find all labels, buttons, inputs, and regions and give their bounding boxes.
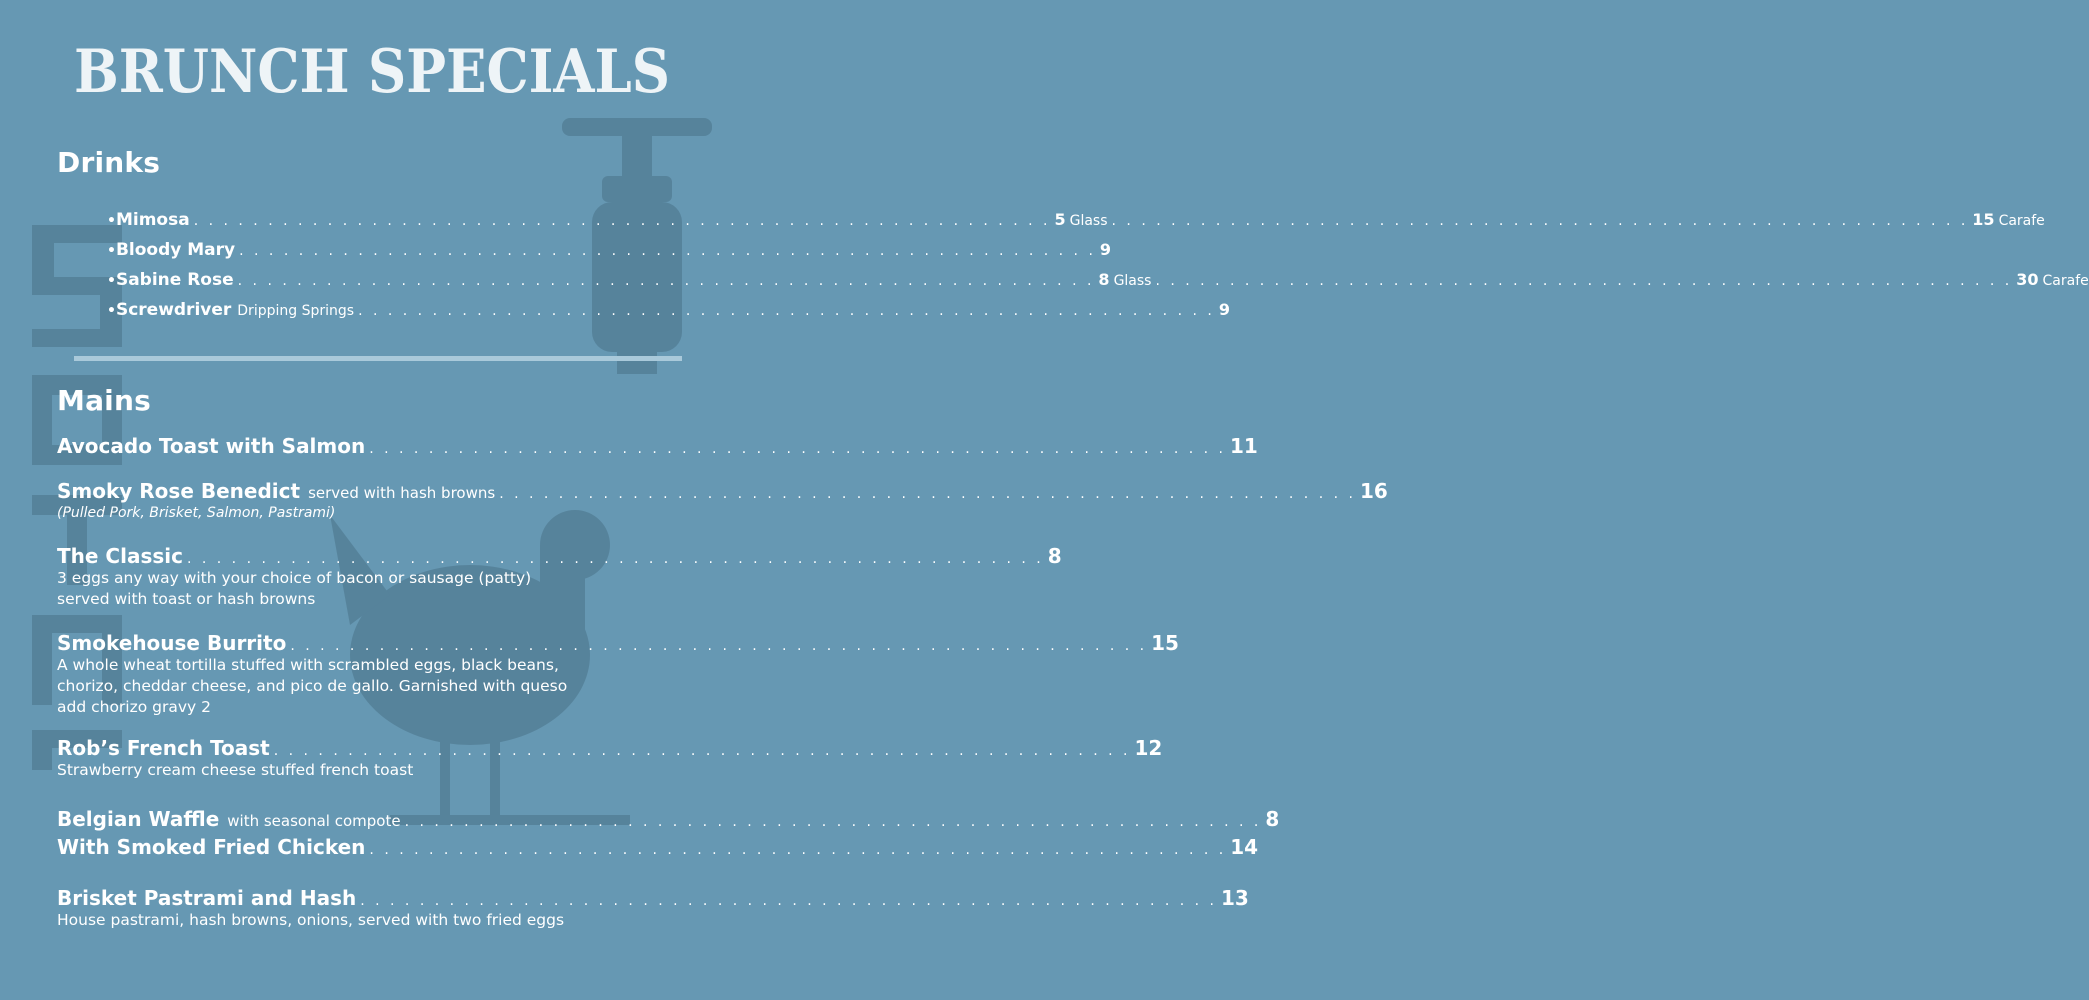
drinks-list xyxy=(107,210,2089,330)
main-item xyxy=(57,434,1258,458)
drink-glass-price: 8 xyxy=(1098,270,1110,289)
main-item-price: 12 xyxy=(1134,736,1163,760)
main-item-name: The Classic xyxy=(57,544,183,568)
main-item-addon: add chorizo gravy 2 xyxy=(57,698,212,716)
main-item xyxy=(57,807,1280,831)
mains-heading: Mains xyxy=(57,384,151,417)
drink-name: Bloody Mary xyxy=(115,240,236,260)
main-item-options: (Pulled Pork, Brisket, Salmon, Pastrami) xyxy=(57,505,336,521)
main-item-name: Brisket Pastrami and Hash xyxy=(57,886,357,910)
main-item-name: Smoky Rose Benedict xyxy=(57,479,301,503)
main-item-description: 3 eggs any way with your choice of bacon or sausage (patty) xyxy=(57,569,532,587)
menu-title-text: BRUNCH SPECIALS xyxy=(74,37,670,107)
menu-title xyxy=(72,30,672,107)
drink-name: Sabine Rose xyxy=(115,270,234,290)
main-item-name: Avocado Toast with Salmon xyxy=(57,434,366,458)
main-item-price: 16 xyxy=(1359,479,1388,503)
drink-carafe-unit: Carafe xyxy=(2042,273,2089,289)
drinks-heading: Drinks xyxy=(57,146,161,179)
main-item-price: 11 xyxy=(1230,434,1258,458)
main-item-price: 13 xyxy=(1221,886,1249,910)
main-item xyxy=(57,886,1249,931)
main-item-name: Rob’s French Toast xyxy=(57,736,270,760)
main-item-description: chorizo, cheddar cheese, and pico de gallo. Garnished with queso xyxy=(57,677,568,695)
drink-price: 9 xyxy=(1099,240,1112,259)
main-item-name: Smokehouse Burrito xyxy=(57,631,287,655)
main-item-note: served with hash browns xyxy=(308,484,496,502)
main-item-description: A whole wheat tortilla stuffed with scrambled eggs, black beans, xyxy=(57,656,559,674)
main-item-note: with seasonal compote xyxy=(227,812,401,830)
main-item-description: served with toast or hash browns xyxy=(57,590,316,608)
drink-note: Dripping Springs xyxy=(237,303,355,319)
main-item xyxy=(57,736,1163,781)
drink-item: • Screwdriver Dripping Springs . . . 9 xyxy=(107,300,585,330)
main-item xyxy=(57,479,1388,523)
drink-carafe-price: 15 xyxy=(1972,210,1995,229)
main-item-name: Belgian Waffle xyxy=(57,807,220,831)
main-item-price: 14 xyxy=(1230,835,1259,859)
drink-glass-unit: Glass xyxy=(1113,273,1152,289)
drink-name: Mimosa xyxy=(115,210,190,230)
drink-glass-price: 5 xyxy=(1054,210,1066,229)
main-item xyxy=(57,835,1259,859)
main-item-description: Strawberry cream cheese stuffed french toast xyxy=(57,761,414,779)
main-item-price: 15 xyxy=(1151,631,1179,655)
drink-price: 9 xyxy=(1218,300,1230,319)
main-item-description: House pastrami, hash browns, onions, served with two fried eggs xyxy=(57,911,565,929)
drink-name: Screwdriver xyxy=(115,300,232,320)
main-item-price: 8 xyxy=(1047,544,1062,568)
drink-item: • Mimosa . . . 5 Glass . . . 15 Carafe xyxy=(107,210,585,240)
main-item xyxy=(57,544,1062,610)
main-item-name: With Smoked Fried Chicken xyxy=(57,835,366,859)
section-divider xyxy=(74,356,682,361)
main-item-price: 8 xyxy=(1265,807,1280,831)
drink-glass-unit: Glass xyxy=(1069,213,1108,229)
drink-item: • Bloody Mary . . . 9 xyxy=(107,240,585,270)
drink-item: • Sabine Rose . . . 8 Glass . . . 30 Carafe xyxy=(107,270,585,300)
drink-carafe-price: 30 xyxy=(2016,270,2039,289)
main-item xyxy=(57,631,1179,718)
drink-carafe-unit: Carafe xyxy=(1998,213,2045,229)
